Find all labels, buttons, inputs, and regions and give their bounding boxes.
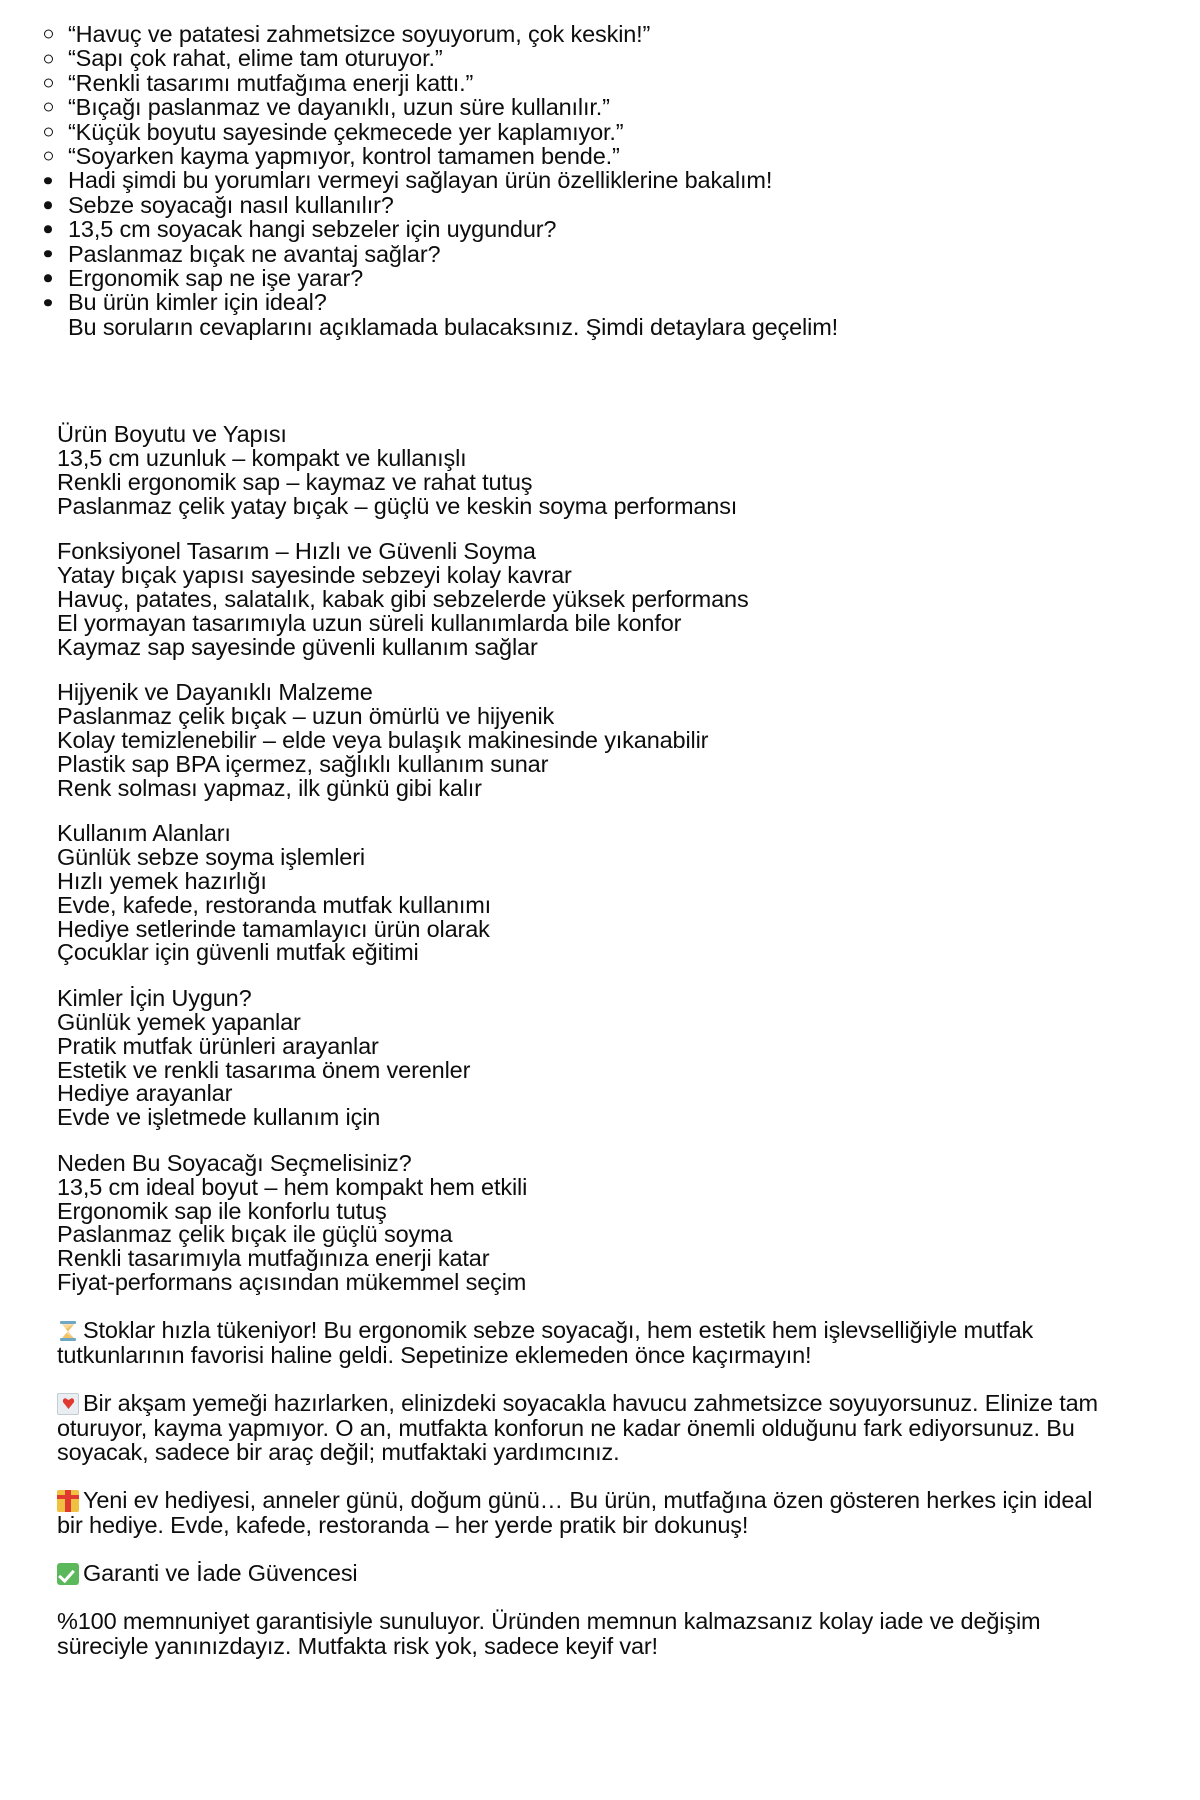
section-line: Evde ve işletmede kullanım için xyxy=(57,1104,381,1131)
promo-paragraph-guarantee-body xyxy=(57,1609,1120,1658)
intro-bullet-list xyxy=(24,22,1140,315)
question-text: Bu ürün kimler için ideal? xyxy=(68,289,327,316)
section-urun-boyutu xyxy=(24,423,1140,518)
solid-bullet-icon xyxy=(44,299,52,307)
section-heading: Hijyenik ve Dayanıklı Malzeme xyxy=(57,679,373,706)
promo-paragraph-stock xyxy=(57,1318,1120,1367)
love-letter-emoji-icon xyxy=(57,1393,79,1415)
promo-paragraph-guarantee-heading xyxy=(57,1561,1120,1586)
testimonial-text: “Renkli tasarımı mutfağıma enerji kattı.” xyxy=(68,69,474,96)
question-text: 13,5 cm soyacak hangi sebzeler için uygundur? xyxy=(68,216,557,243)
section-line: Evde, kafede, restoranda mutfak kullanımı xyxy=(57,891,492,918)
section-line: Kolay temizlenebilir – elde veya bulaşık makinesinde yıkanabilir xyxy=(57,727,709,754)
section-spacer xyxy=(24,339,1140,423)
section-line: 13,5 cm uzunluk – kompakt ve kullanışlı xyxy=(57,445,467,472)
list-item xyxy=(24,242,1140,266)
list-item xyxy=(24,22,1140,46)
promo-text: %100 memnuniyet garantisiyle sunuluyor. Üründen memnun kalmazsanız kolay iade ve değişim süreciyle yanınızdayız. Mutfakta risk yok, sadece keyif var! xyxy=(57,1608,1041,1659)
section-line: Fiyat-performans açısından mükemmel seçim xyxy=(57,1268,527,1295)
question-text: Sebze soyacağı nasıl kullanılır? xyxy=(68,191,394,218)
hollow-bullet-icon xyxy=(44,30,53,39)
hollow-bullet-icon xyxy=(44,127,53,136)
section-hijyenik-malzeme xyxy=(24,681,1140,800)
section-line: Renkli tasarımıyla mutfağınıza enerji katar xyxy=(57,1245,490,1272)
section-line: Çocuklar için güvenli mutfak eğitimi xyxy=(57,939,419,966)
testimonial-text: “Sapı çok rahat, elime tam oturuyor.” xyxy=(68,45,443,72)
section-line: Renk solması yapmaz, ilk günkü gibi kalır xyxy=(57,774,482,801)
gift-emoji-icon xyxy=(57,1490,79,1512)
promo-paragraph-gift xyxy=(57,1488,1120,1537)
list-item xyxy=(24,168,1140,192)
hollow-bullet-icon xyxy=(44,152,53,161)
promo-paragraph-story xyxy=(57,1391,1120,1465)
testimonial-text: “Soyarken kayma yapmıyor, kontrol tamamen bende.” xyxy=(68,143,620,170)
section-line: Renkli ergonomik sap – kaymaz ve rahat tutuş xyxy=(57,468,533,495)
section-line: Hediye arayanlar xyxy=(57,1080,233,1107)
promo-block xyxy=(24,1318,1140,1658)
hollow-bullet-icon xyxy=(44,79,53,88)
question-text: Hadi şimdi bu yorumları vermeyi sağlayan ürün özelliklerine bakalım! xyxy=(68,167,773,194)
section-heading: Kimler İçin Uygun? xyxy=(57,985,252,1012)
list-item xyxy=(24,193,1140,217)
section-line: Hediye setlerinde tamamlayıcı ürün olarak xyxy=(57,915,490,942)
testimonial-text: “Havuç ve patatesi zahmetsizce soyuyorum, çok keskin!” xyxy=(68,21,651,47)
section-line: Havuç, patates, salatalık, kabak gibi sebzelerde yüksek performans xyxy=(57,586,749,613)
list-item xyxy=(24,266,1140,290)
section-line: Hızlı yemek hazırlığı xyxy=(57,868,267,895)
solid-bullet-icon xyxy=(44,275,52,283)
section-line: Paslanmaz çelik bıçak ile güçlü soyma xyxy=(57,1221,453,1248)
promo-text: Stoklar hızla tükeniyor! Bu ergonomik sebze soyacağı, hem estetik hem işlevselliğiyle mutfak tutkunlarının favorisi haline geldi. Sepetinize eklemeden önce kaçırmayın! xyxy=(57,1317,1034,1368)
section-line: Paslanmaz çelik yatay bıçak – güçlü ve keskin soyma performansı xyxy=(57,492,738,519)
promo-text: Garanti ve İade Güvencesi xyxy=(83,1559,358,1586)
hollow-bullet-icon xyxy=(44,103,53,112)
section-heading: Ürün Boyutu ve Yapısı xyxy=(57,421,287,448)
list-item xyxy=(24,46,1140,70)
check-mark-emoji-icon xyxy=(57,1563,79,1585)
section-line: Günlük sebze soyma işlemleri xyxy=(57,844,365,871)
solid-bullet-icon xyxy=(44,250,52,258)
section-line: Kaymaz sap sayesinde güvenli kullanım sağlar xyxy=(57,633,538,660)
section-line: Günlük yemek yapanlar xyxy=(57,1009,301,1036)
section-line: 13,5 cm ideal boyut – hem kompakt hem etkili xyxy=(57,1173,528,1200)
list-item xyxy=(24,144,1140,168)
hollow-bullet-icon xyxy=(44,54,53,63)
solid-bullet-icon xyxy=(44,201,52,209)
list-item xyxy=(24,120,1140,144)
section-line: Yatay bıçak yapısı sayesinde sebzeyi kolay kavrar xyxy=(57,562,572,589)
section-line: Estetik ve renkli tasarıma önem verenler xyxy=(57,1056,471,1083)
solid-bullet-icon xyxy=(44,226,52,234)
section-heading: Kullanım Alanları xyxy=(57,820,231,847)
list-item xyxy=(24,95,1140,119)
list-item xyxy=(24,290,1140,314)
section-heading: Fonksiyonel Tasarım – Hızlı ve Güvenli Soyma xyxy=(57,538,536,565)
hourglass-emoji-icon xyxy=(57,1320,79,1342)
solid-bullet-icon xyxy=(44,177,52,185)
promo-text: Bir akşam yemeği hazırlarken, elinizdeki soyacakla havucu zahmetsizce soyuyorsunuz. Elinize tam oturuyor, kayma yapmıyor. O an, mutfakta konforun ne kadar önemli olduğunu fark ediyorsunuz. Bu soyacak, sadece bir araç değil; mutfaktaki yardımcınız. xyxy=(57,1389,1098,1466)
section-kullanim-alanlari xyxy=(24,822,1140,965)
question-text: Ergonomik sap ne işe yarar? xyxy=(68,265,364,292)
section-line: Ergonomik sap ile konforlu tutuş xyxy=(57,1197,387,1224)
intro-closing-note: Bu soruların cevaplarını açıklamada bulacaksınız. Şimdi detaylara geçelim! xyxy=(68,313,839,340)
section-kimler-icin-uygun xyxy=(24,987,1140,1130)
section-line: Plastik sap BPA içermez, sağlıklı kullanım sunar xyxy=(57,750,549,777)
section-heading: Neden Bu Soyacağı Seçmelisiniz? xyxy=(57,1150,412,1176)
section-line: El yormayan tasarımıyla uzun süreli kullanımlarda bile konfor xyxy=(57,609,682,636)
promo-text: Yeni ev hediyesi, anneler günü, doğum günü… Bu ürün, mutfağına özen gösteren herkes için ideal bir hediye. Evde, kafede, restoranda – her yerde pratik bir dokunuş! xyxy=(57,1487,1093,1538)
section-neden-secmelisiniz xyxy=(24,1152,1140,1295)
section-fonksiyonel-tasarim xyxy=(24,540,1140,659)
section-line: Paslanmaz çelik bıçak – uzun ömürlü ve hijyenik xyxy=(57,703,555,730)
testimonial-text: “Bıçağı paslanmaz ve dayanıklı, uzun süre kullanılır.” xyxy=(68,94,610,121)
testimonial-text: “Küçük boyutu sayesinde çekmecede yer kaplamıyor.” xyxy=(68,118,624,145)
list-item xyxy=(24,71,1140,95)
section-line: Pratik mutfak ürünleri arayanlar xyxy=(57,1032,379,1059)
list-item xyxy=(24,217,1140,241)
question-text: Paslanmaz bıçak ne avantaj sağlar? xyxy=(68,240,441,267)
